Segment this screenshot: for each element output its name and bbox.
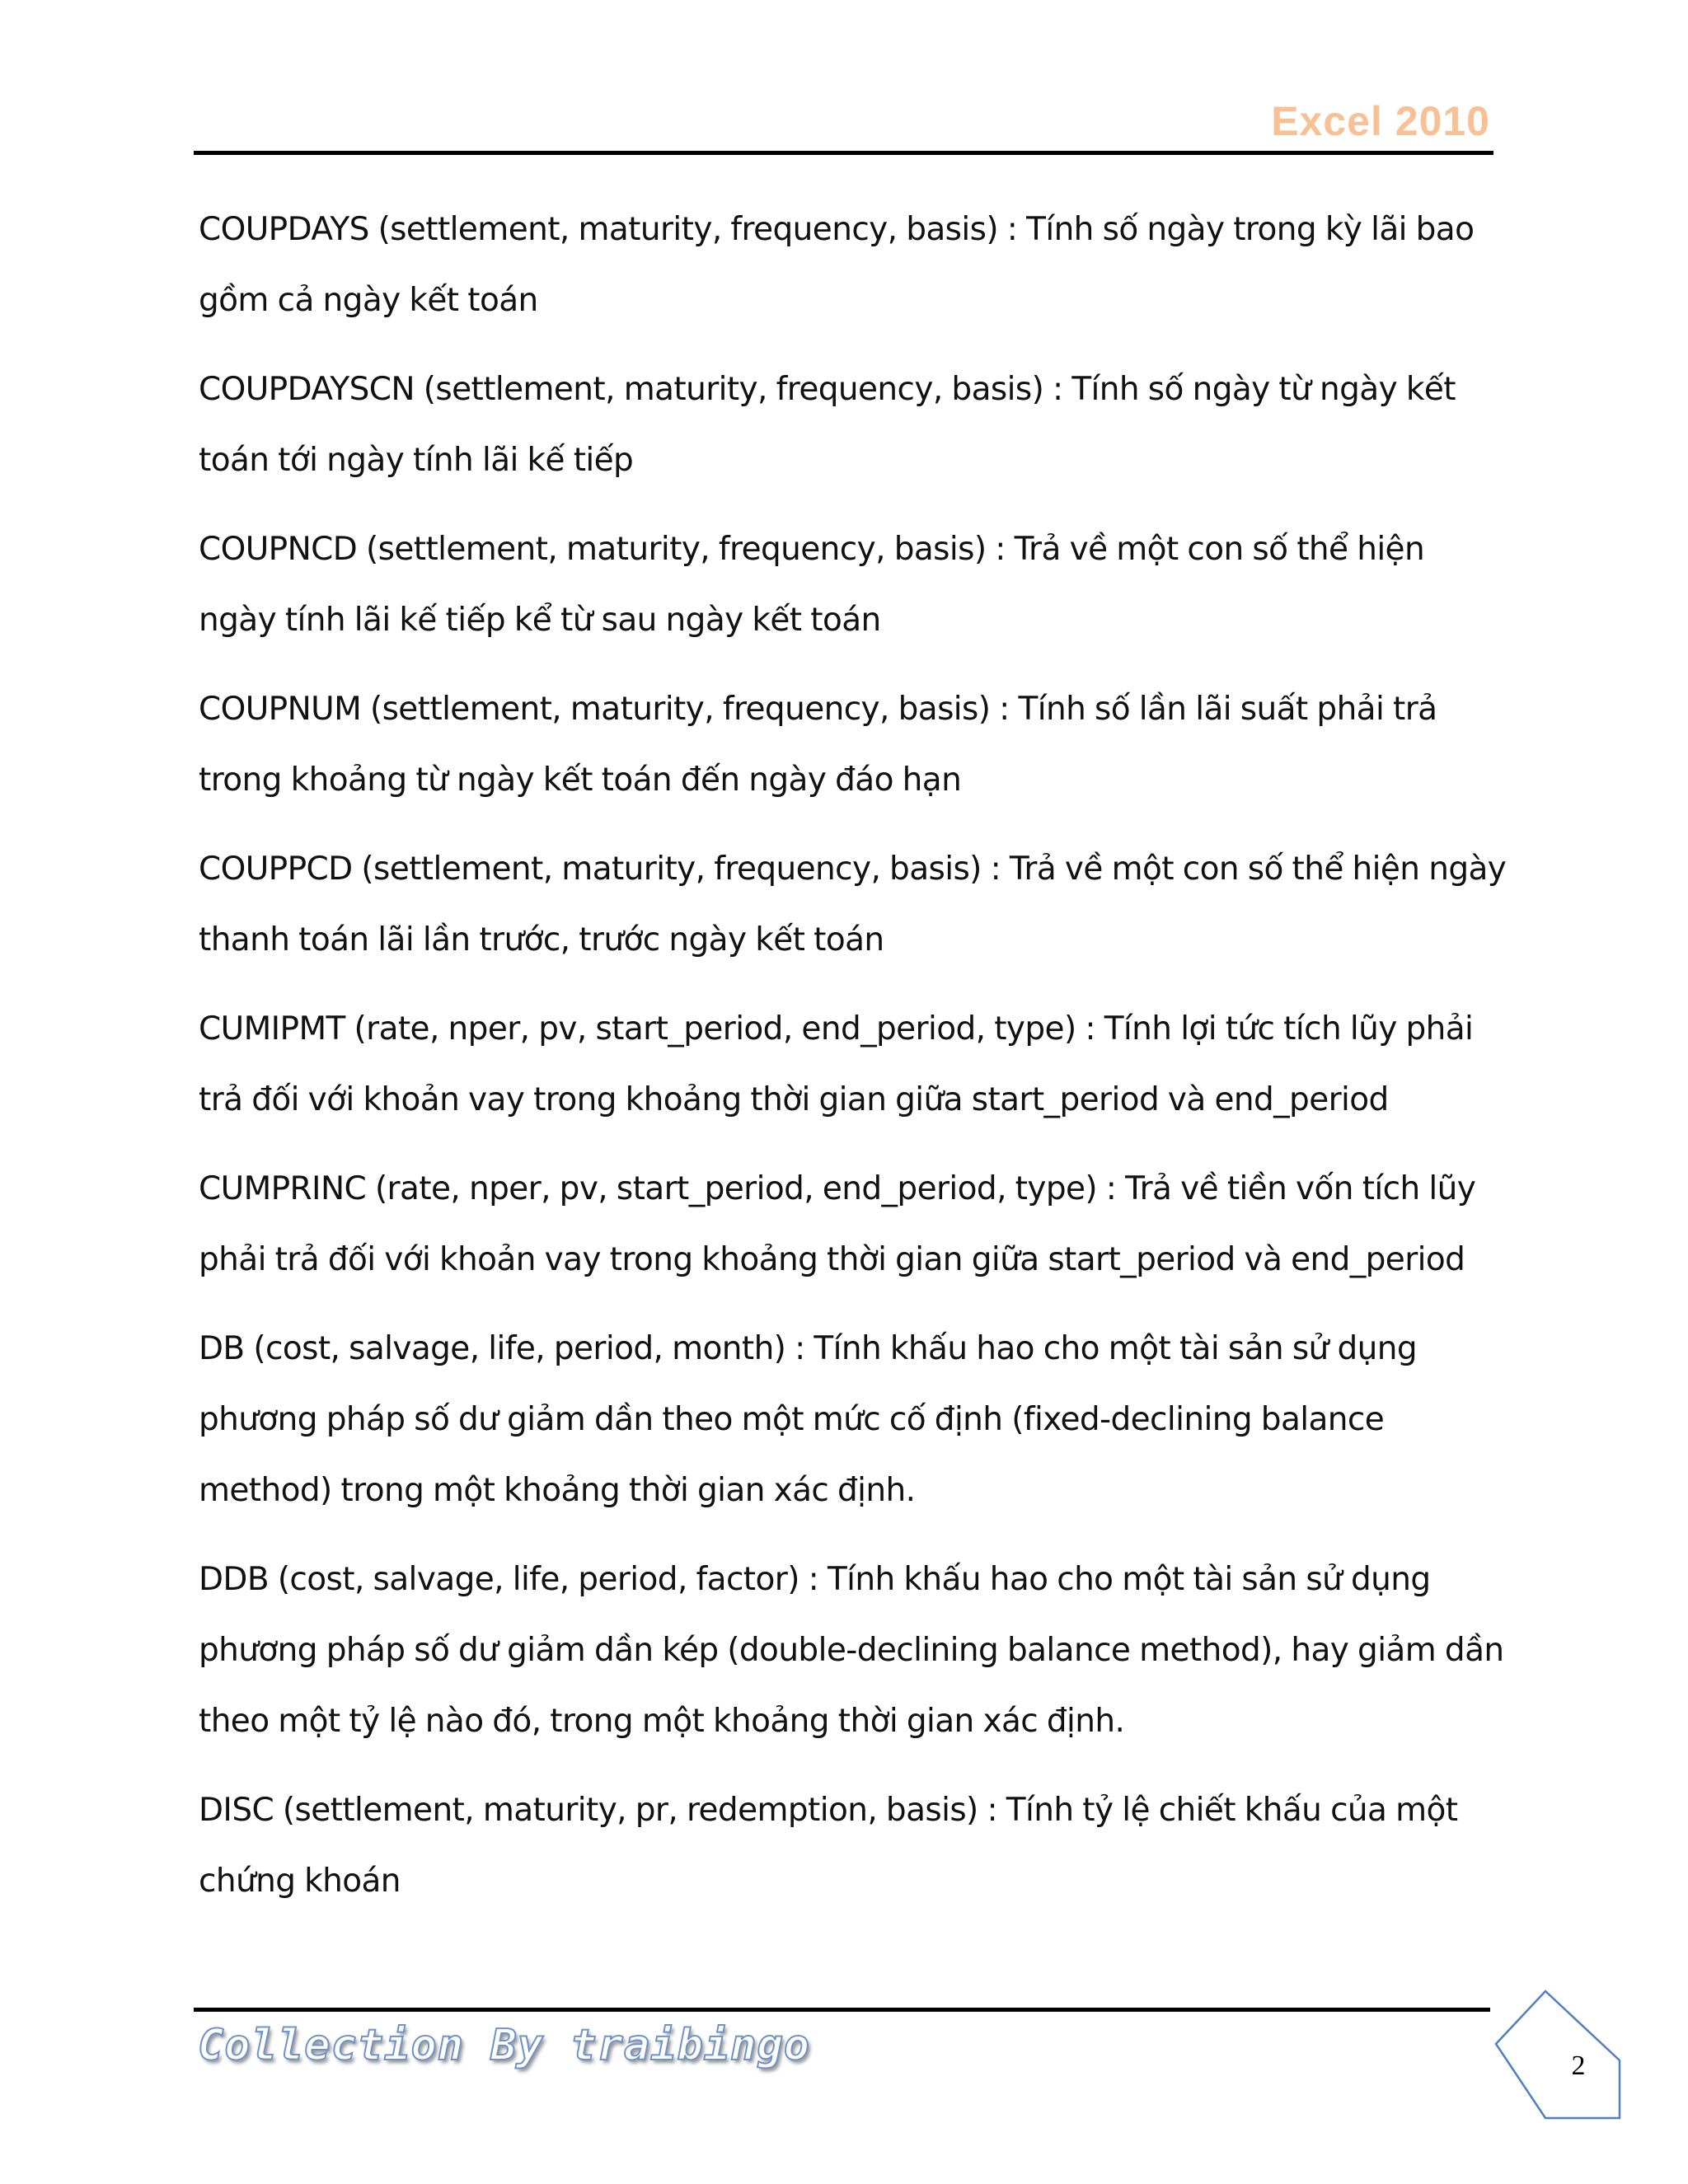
entry-coupnum: COUPNUM (settlement, maturity, frequency, basis) : Tính số lần lãi suất phải trả trong khoảng từ ngày kết toán đến ngày đáo hạn [199,691,1437,799]
entry-disc: DISC (settlement, maturity, pr, redemption, basis) : Tính tỷ lệ chiết khấu của một chứng khoán [199,1792,1458,1900]
entry-cumprinc: CUMPRINC (rate, nper, pv, start_period, end_period, type) : Trả về tiền vốn tích lũy phải trả đối với khoản vay trong khoảng thời gian giữa start_period và end_period [199,1170,1476,1278]
page-header-title: Excel 2010 [1271,98,1490,144]
entry-ddb: DDB (cost, salvage, life, period, factor) : Tính khấu hao cho một tài sản sử dụng phương pháp số dư giảm dần kép (double-declining balance method), hay giảm dần theo một tỷ lệ nào đó, trong một khoảng thời gian xác định. [199,1561,1504,1740]
entry-db: DB (cost, salvage, life, period, month) : Tính khấu hao cho một tài sản sử dụng phương pháp số dư giảm dần theo một mức cố định (fixed-declining balance method) trong một khoảng thời gian xác định. [199,1330,1418,1509]
page-number: 2 [1571,2050,1586,2081]
entry-coupncd: COUPNCD (settlement, maturity, frequency, basis) : Trả về một con số thể hiện ngày tính lãi kế tiếp kể từ sau ngày kết toán [199,531,1425,639]
header-divider [194,151,1493,155]
entry-couppcd: COUPPCD (settlement, maturity, frequency, basis) : Trả về một con số thể hiện ngày thanh toán lãi lần trước, trước ngày kết toán [199,851,1507,958]
footer-brand: Collection By traibingo [198,2021,811,2070]
entry-coupdays: COUPDAYS (settlement, maturity, frequency, basis) : Tính số ngày trong kỳ lãi bao gồm cả ngày kết toán [199,211,1475,319]
footer-divider [194,2008,1490,2012]
entry-cumipmt: CUMIPMT (rate, nper, pv, start_period, end_period, type) : Tính lợi tức tích lũy phải trả đối với khoản vay trong khoảng thời gian giữa start_period và end_period [199,1010,1474,1118]
document-body [199,194,1509,1935]
entry-coupdayscn: COUPDAYSCN (settlement, maturity, frequency, basis) : Tính số ngày từ ngày kết toán tới ngày tính lãi kế tiếp [199,371,1456,479]
